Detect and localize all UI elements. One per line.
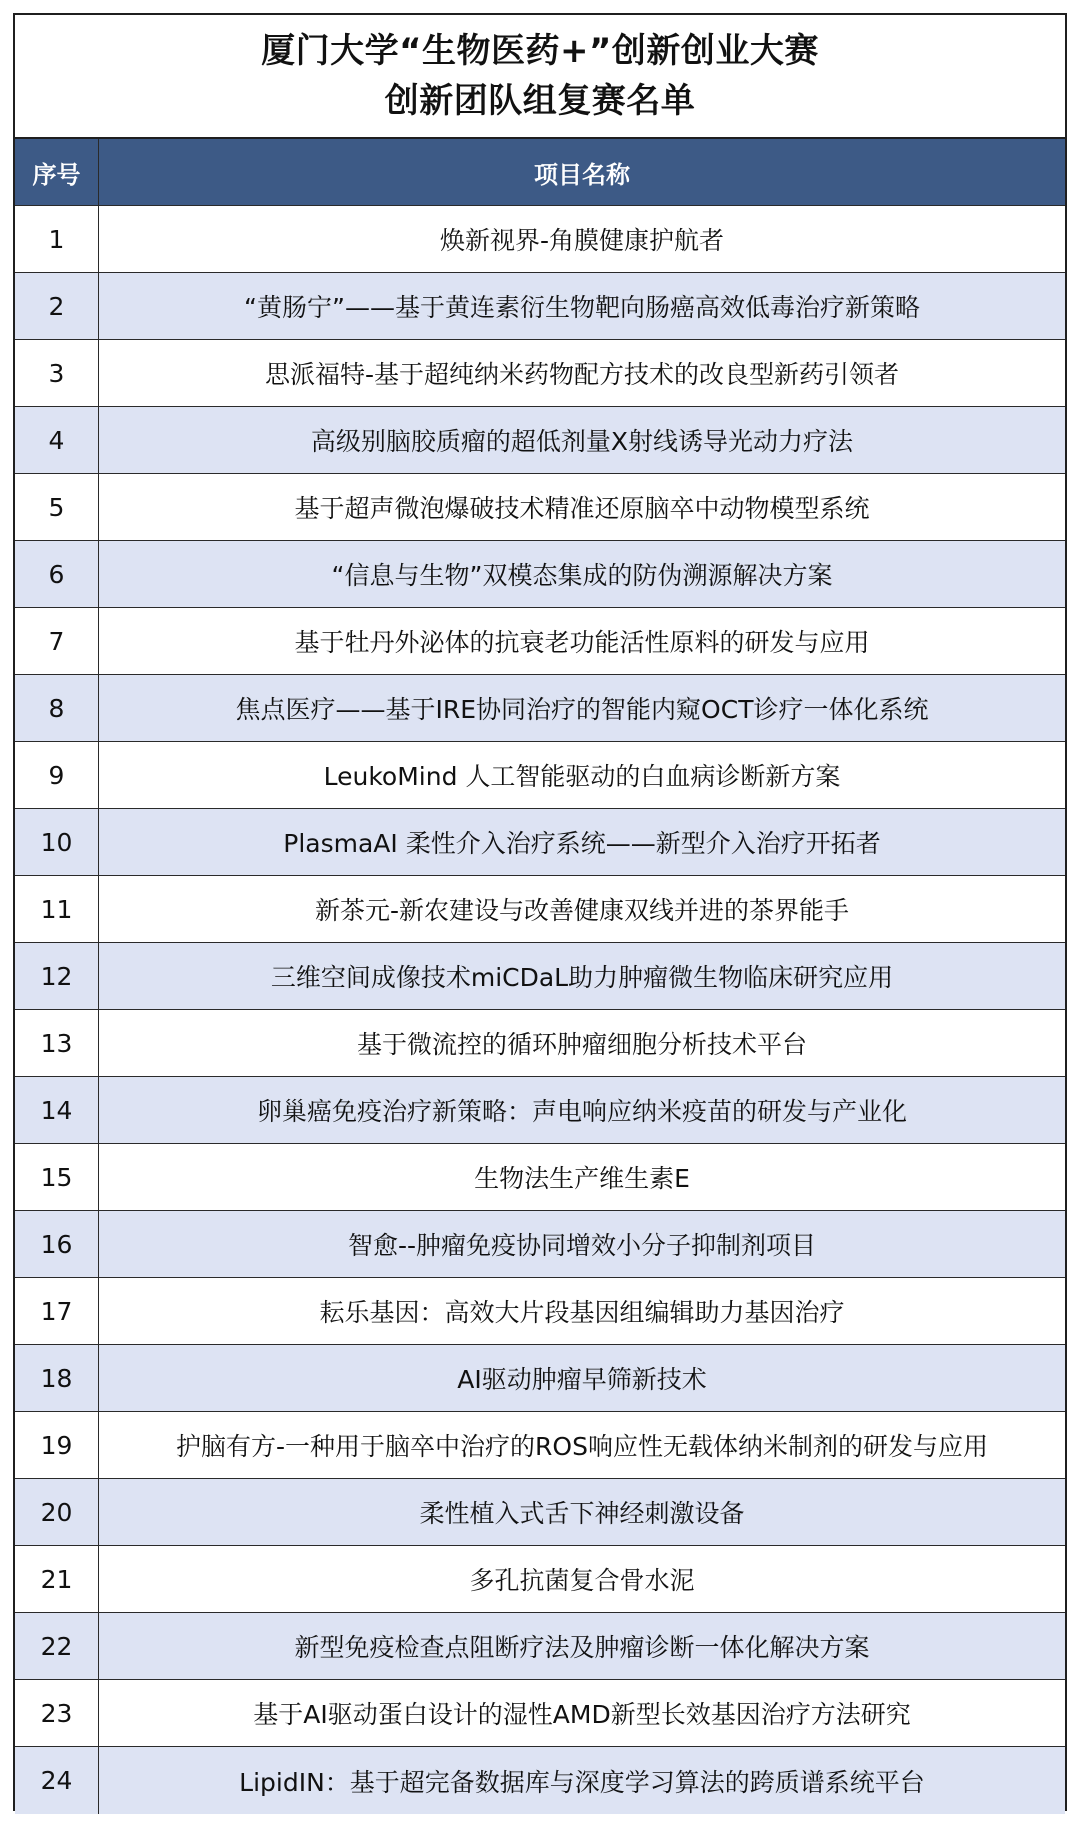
- row-project-name: 基于AI驱动蛋白设计的湿性AMD新型长效基因治疗方法研究: [253, 1700, 911, 1729]
- table-row: [15, 340, 1065, 407]
- row-project-name: 新型免疫检查点阻断疗法及肿瘤诊断一体化解决方案: [294, 1633, 870, 1662]
- roster-sheet: [13, 13, 1067, 1811]
- row-project-name: 高级别脑胶质瘤的超低剂量X射线诱导光动力疗法: [310, 427, 854, 456]
- row-number: 13: [15, 1010, 99, 1076]
- table-row: [15, 1747, 1065, 1814]
- row-project-name: 多孔抗菌复合骨水泥: [469, 1566, 695, 1595]
- table-row: [15, 1211, 1065, 1278]
- table-row: [15, 1546, 1065, 1613]
- table-row: [15, 809, 1065, 876]
- row-project-name: “信息与生物”双模态集成的防伪溯源解决方案: [331, 561, 833, 590]
- row-number: 4: [15, 407, 99, 473]
- table-row: [15, 474, 1065, 541]
- page-title: 厦门大学“生物医药+”创新创业大赛: [261, 31, 819, 71]
- table-row: [15, 1479, 1065, 1546]
- row-number: 22: [15, 1613, 99, 1679]
- header-project-name: 项目名称: [534, 160, 630, 189]
- row-number: 3: [15, 340, 99, 406]
- row-number: 12: [15, 943, 99, 1009]
- row-project-name: 基于超声微泡爆破技术精准还原脑卒中动物模型系统: [294, 494, 870, 523]
- table-header-row: [15, 139, 1065, 206]
- row-project-name: 焦点医疗——基于IRE协同治疗的智能内窥OCT诊疗一体化系统: [235, 695, 929, 724]
- table-row: [15, 273, 1065, 340]
- row-project-name: 柔性植入式舌下神经刺激设备: [419, 1499, 745, 1528]
- row-project-name: 思派福特-基于超纯纳米药物配方技术的改良型新药引领者: [264, 360, 900, 389]
- row-number: 17: [15, 1278, 99, 1344]
- table-row: [15, 1613, 1065, 1680]
- row-number: 5: [15, 474, 99, 540]
- row-number: 9: [15, 742, 99, 808]
- row-project-name: 基于牡丹外泌体的抗衰老功能活性原料的研发与应用: [294, 628, 870, 657]
- table-row: [15, 675, 1065, 742]
- table-row: [15, 1412, 1065, 1479]
- row-number: 18: [15, 1345, 99, 1411]
- row-number: 24: [15, 1747, 99, 1814]
- row-number: 20: [15, 1479, 99, 1545]
- row-number: 16: [15, 1211, 99, 1277]
- row-project-name: 智愈--肿瘤免疫协同增效小分子抑制剂项目: [347, 1231, 817, 1260]
- row-number: 2: [15, 273, 99, 339]
- table-row: [15, 1345, 1065, 1412]
- row-number: 14: [15, 1077, 99, 1143]
- row-project-name: LeukoMind 人工智能驱动的白血病诊断新方案: [323, 762, 841, 791]
- row-number: 1: [15, 206, 99, 272]
- row-number: 11: [15, 876, 99, 942]
- row-project-name: 焕新视界-角膜健康护航者: [439, 226, 725, 255]
- team-table: [15, 139, 1065, 1814]
- table-row: [15, 1077, 1065, 1144]
- row-number: 10: [15, 809, 99, 875]
- page-subtitle: 创新团队组复赛名单: [384, 81, 696, 121]
- table-row: [15, 541, 1065, 608]
- row-project-name: 卵巢癌免疫治疗新策略：声电响应纳米疫苗的研发与产业化: [256, 1097, 907, 1126]
- row-project-name: 生物法生产维生素E: [474, 1164, 690, 1193]
- row-project-name: 三维空间成像技术miCDaL助力肿瘤微生物临床研究应用: [270, 963, 894, 992]
- row-project-name: AI驱动肿瘤早筛新技术: [457, 1365, 707, 1394]
- table-row: [15, 1278, 1065, 1345]
- table-row: [15, 943, 1065, 1010]
- table-row: [15, 876, 1065, 943]
- table-row: [15, 742, 1065, 809]
- row-project-name: 新茶元-新农建设与改善健康双线并进的茶界能手: [314, 896, 850, 925]
- table-row: [15, 407, 1065, 474]
- row-project-name: 护脑有方-一种用于脑卒中治疗的ROS响应性无载体纳米制剂的研发与应用: [176, 1432, 988, 1461]
- row-number: 15: [15, 1144, 99, 1210]
- row-number: 21: [15, 1546, 99, 1612]
- row-project-name: LipidIN：基于超完备数据库与深度学习算法的跨质谱系统平台: [239, 1767, 925, 1797]
- title-block: [15, 15, 1065, 139]
- row-number: 19: [15, 1412, 99, 1478]
- row-number: 7: [15, 608, 99, 674]
- table-row: [15, 1144, 1065, 1211]
- table-row: [15, 608, 1065, 675]
- row-number: 8: [15, 675, 99, 741]
- row-number: 23: [15, 1680, 99, 1746]
- row-project-name: PlasmaAI 柔性介入治疗系统——新型介入治疗开拓者: [283, 829, 881, 858]
- row-project-name: “黄肠宁”——基于黄连素衍生物靶向肠癌高效低毒治疗新策略: [244, 293, 920, 322]
- row-number: 6: [15, 541, 99, 607]
- row-project-name: 耘乐基因：高效大片段基因组编辑助力基因治疗: [319, 1298, 845, 1327]
- row-project-name: 基于微流控的循环肿瘤细胞分析技术平台: [356, 1030, 807, 1059]
- table-row: [15, 1010, 1065, 1077]
- table-row: [15, 1680, 1065, 1747]
- table-row: [15, 206, 1065, 273]
- header-number: 序号: [15, 139, 99, 205]
- table-body: [15, 206, 1065, 1814]
